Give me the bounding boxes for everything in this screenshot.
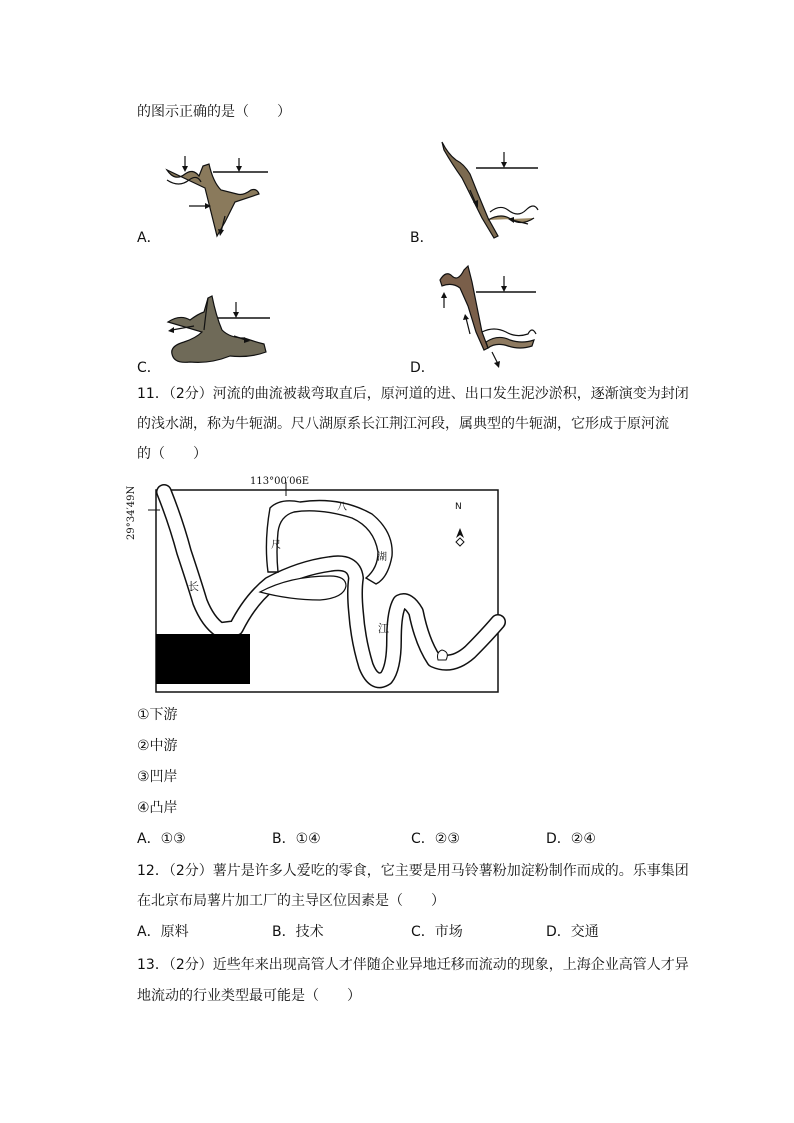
map-river-char-1: 长	[188, 580, 199, 593]
q10-stem-tail: 的图示正确的是（ ）	[137, 104, 291, 120]
q11-statement-2: ②中游	[137, 738, 178, 754]
q11-statement-3: ③凹岸	[137, 769, 178, 785]
q12-choice-b[interactable]: B．技术	[272, 924, 324, 940]
map-north-label: N	[455, 502, 462, 512]
map-longitude-label: 113°00′06E	[250, 476, 310, 487]
q10-option-c-diagram	[160, 292, 272, 372]
q11-statement-4: ④凸岸	[137, 800, 178, 816]
q11-choice-c[interactable]: C．②③	[411, 831, 460, 847]
q11-stem-line3: 的（ ）	[137, 446, 207, 462]
q13-stem-line2: 地流动的行业类型最可能是（ ）	[137, 988, 361, 1004]
q11-choice-d[interactable]: D．②④	[546, 831, 596, 847]
q10-option-a-label: A．	[137, 230, 161, 246]
q10-option-d-label: D．	[410, 360, 435, 376]
q12-stem-line2: 在北京布局薯片加工厂的主导区位因素是（ ）	[137, 893, 445, 909]
map-lake-char-1: 尺	[271, 540, 281, 551]
q10-option-b-label: B．	[410, 230, 434, 246]
q13-stem-line1: 13．（2分）近些年来出现高管人才伴随企业异地迁移而流动的现象，上海企业高管人才异	[137, 957, 689, 973]
q11-statement-1: ①下游	[137, 707, 178, 723]
q11-choice-b[interactable]: B．①④	[272, 831, 321, 847]
map-corner-block	[156, 634, 250, 684]
q12-stem-line1: 12．（2分）薯片是许多人爱吃的零食，它主要是用马铃薯粉加淀粉制作而成的。乐事集团	[137, 863, 689, 879]
q11-stem-line1: 11．（2分）河流的曲流被裁弯取直后，原河道的进、出口发生泥沙淤积，逐渐演变为封闭	[137, 386, 689, 402]
map-river-char-2: 江	[378, 622, 389, 635]
q10-option-d-diagram	[436, 262, 540, 370]
map-latitude-label: 29°34′49N	[126, 485, 137, 540]
map-lake-char-3: 湖	[377, 552, 387, 563]
q10-option-a-diagram	[163, 152, 273, 240]
q11-stem-line2: 的浅水湖，称为牛轭湖。尺八湖原系长江荆江河段，属典型的牛轭湖，它形成于原河流	[137, 416, 669, 432]
map-lake-char-2: 八	[337, 502, 347, 513]
q12-choice-a[interactable]: A．原料	[137, 924, 189, 940]
q12-choice-d[interactable]: D．交通	[546, 924, 599, 940]
q12-choice-c[interactable]: C．市场	[411, 924, 463, 940]
q10-option-c-label: C．	[137, 360, 161, 376]
q10-option-b-diagram	[438, 140, 542, 240]
q11-choice-a[interactable]: A．①③	[137, 831, 186, 847]
